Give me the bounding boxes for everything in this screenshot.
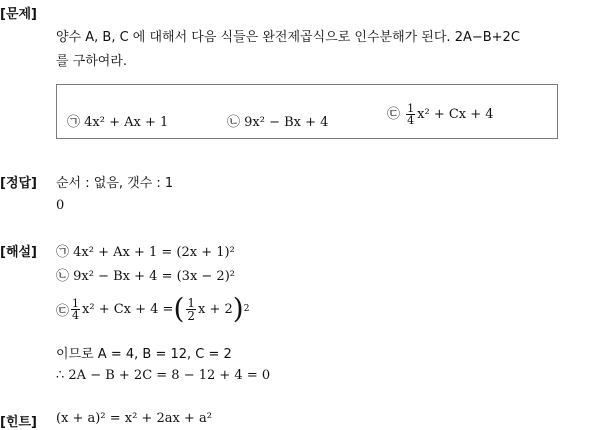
solution-eq: 9x² − Bx + 4 = (3x − 2)² — [73, 269, 235, 284]
option-marker: ㉢ — [387, 107, 401, 122]
solution-line-4: 이므로 A = 4, B = 12, C = 2 — [56, 347, 232, 362]
solution-line-1 — [56, 241, 235, 260]
solution-eq-mid: x² + Cx + 4 = — [82, 301, 174, 317]
hint-text: (x + a)² = x² + 2ax + a² — [56, 411, 212, 426]
option-expr: x² + Cx + 4 — [417, 107, 494, 122]
solution-line-2 — [56, 265, 235, 284]
solution-eq: 4x² + Ax + 1 = (2x + 1)² — [73, 245, 235, 260]
solution-line-5: ∴ 2A − B + 2C = 8 − 12 + 4 = 0 — [56, 368, 271, 383]
answer-value: 0 — [56, 198, 65, 213]
solution-marker: ㉢ — [56, 303, 70, 319]
solution-marker: ㉠ — [56, 245, 70, 260]
solution-exponent: 2 — [243, 304, 250, 314]
option-3 — [387, 103, 494, 126]
option-expr: 9x² − Bx + 4 — [244, 115, 329, 130]
option-2 — [227, 111, 328, 130]
solution-fraction: $\frac{1}{4}$ — [72, 296, 80, 322]
option-fraction: $\frac{1}{4}$ — [407, 102, 415, 127]
option-marker: ㉡ — [227, 115, 241, 130]
problem-text-line1: 양수 A, B, C 에 대해서 다음 식들은 완전제곱식으로 인수분해가 된다. 2A−B+2C — [56, 30, 520, 45]
answer-label: [정답] — [0, 176, 37, 191]
close-paren: ) — [232, 292, 244, 325]
answer-order-text: 순서 : 없음, 갯수 : 1 — [56, 176, 174, 191]
problem-label: [문제] — [0, 7, 37, 22]
option-1 — [67, 111, 168, 130]
solution-marker: ㉡ — [56, 269, 70, 284]
solution-line-3 — [56, 289, 249, 329]
hint-label: [힌트] — [0, 415, 37, 430]
solution-inner-fraction: $\frac{1}{2}$ — [187, 295, 196, 323]
open-paren: ( — [173, 292, 185, 325]
option-expr: 4x² + Ax + 1 — [84, 115, 169, 130]
solution-inner-rest: x + 2 — [198, 301, 233, 317]
option-marker: ㉠ — [67, 115, 81, 130]
solution-label: [해설] — [0, 245, 37, 260]
problem-text-line2: 를 구하여라. — [56, 54, 128, 69]
options-box — [56, 84, 558, 139]
